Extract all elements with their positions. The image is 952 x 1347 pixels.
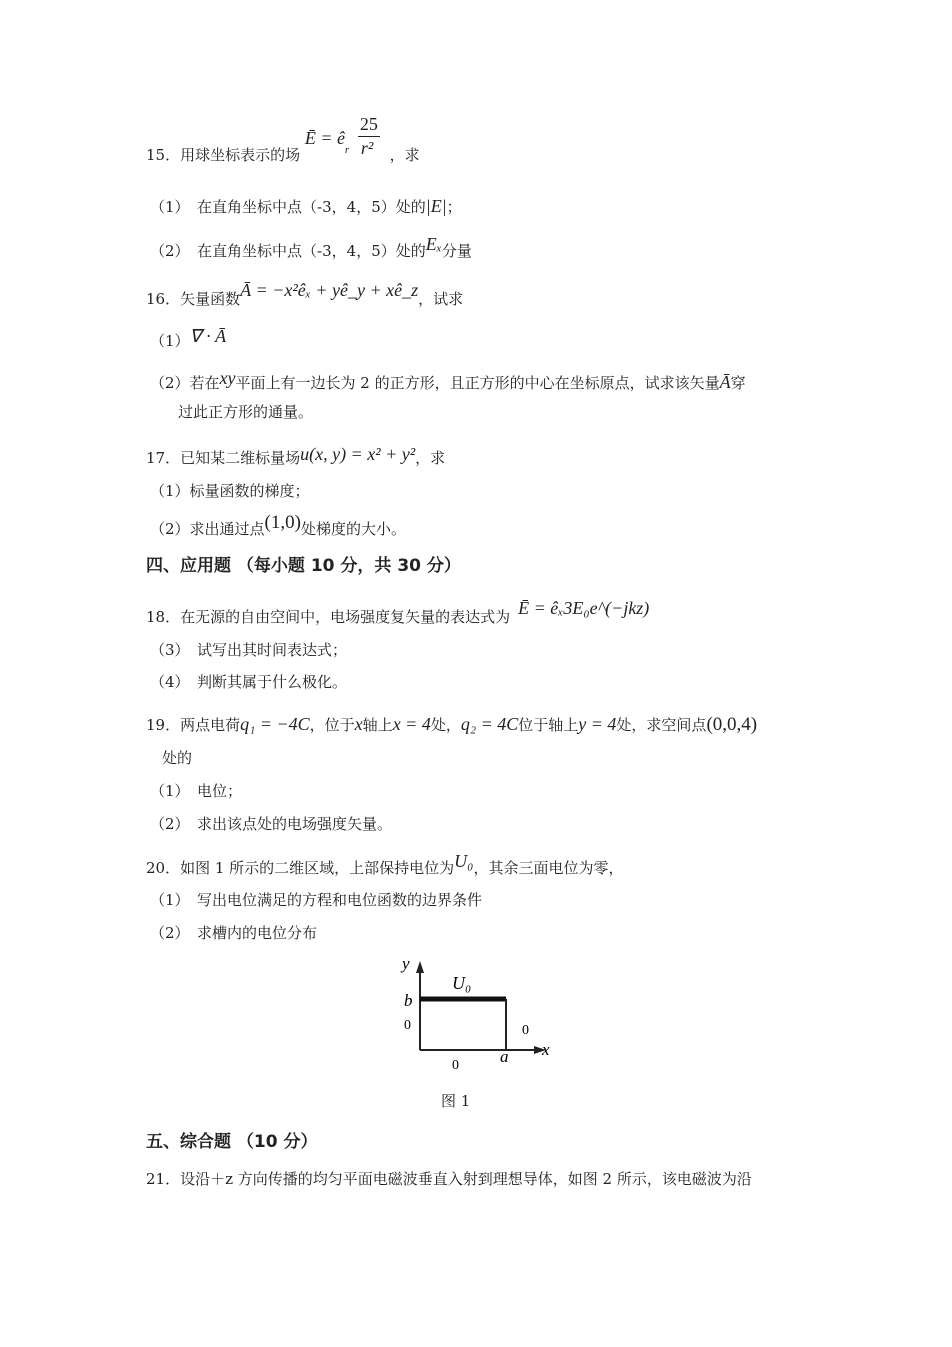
q17-p2 [150,512,406,539]
q21-line: 21．设沿＋z 方向传播的均匀平面电磁波垂直入射到理想导体，如图 2 所示，该电磁波为沿 [146,1170,752,1188]
fig-left-zero: 0 [404,1018,411,1033]
q15-p2 [150,234,472,261]
q19-q2: q₂ = 4C [460,714,519,734]
q19-x: x [354,714,363,734]
q19-point: (0,0,4) [706,714,758,735]
q19-f: 处，求空间点 [616,716,707,734]
q16-p2-cont: 过此正方形的通量。 [178,403,314,421]
q16-p1-label: （1） [150,332,190,350]
q16-p2-A: Ā [719,372,731,392]
q16-p2-c: 穿 [730,374,746,392]
q18-line [146,598,650,627]
q18-p3: （3） 试写出其时间表达式； [150,641,348,659]
y-axis-arrow-icon [416,961,424,973]
q15-p1-text: （1） 在直角坐标中点（-3，4，5）处的 [150,198,426,216]
q15-intro: 15．用球坐标表示的场 [146,146,301,164]
q19-y4: y = 4 [578,714,617,734]
q17-formula: u(x, y) = x² + y² [300,444,416,464]
q15-p1-formula: |E| [425,196,447,216]
q20-intro: 20．如图 1 所示的二维区域，上部保持电位为 [146,859,455,877]
q20-tail: ，其余三面电位为零， [473,859,624,877]
q16-tail: ，试求 [418,290,464,308]
q19-a: 19．两点电荷 [146,716,241,734]
figure-1-caption: 图 1 [441,1092,471,1110]
q17-p2-b: 处梯度的大小。 [300,520,406,538]
q15-formula-num: 25 [359,114,378,134]
q15-fraction-bar [358,136,380,137]
q19-p2: （2） 求出该点处的电场强度矢量。 [150,815,393,833]
q17-intro: 17．已知某二维标量场 [146,449,301,467]
q16-line [146,280,464,309]
fig-y-label: y [402,955,410,973]
q16-formula: Ā = −x²êₓ + yê_y + xê_z [240,280,419,300]
q20-formula: U₀ [454,851,474,871]
q19-q1: q₁ = −4C [240,714,310,734]
q15-formula-lhs: Ē = ê [304,128,346,148]
q16-p2-a: （2）若在 [150,374,220,392]
q17-tail: ，求 [415,449,446,467]
q20-p1: （1） 写出电位满足的方程和电位函数的边界条件 [150,891,483,909]
q19-x4: x = 4 [392,714,431,734]
section-5-heading: 五、综合题 （10 分） [146,1132,318,1152]
q16-intro: 16．矢量函数 [146,290,241,308]
q19-line [146,714,757,735]
q15-formula [304,114,385,160]
q17-p2-a: （2）求出通过点 [150,520,265,538]
fig-a-label: a [500,1047,509,1066]
q15-p2-text: （2） 在直角坐标中点（-3，4，5）处的 [150,242,426,260]
q18-intro: 18．在无源的自由空间中，电场强度复矢量的表达式为 [146,608,511,626]
q19-e: 位于轴上 [518,716,579,734]
q19-p1: （1） 电位； [150,782,243,800]
q15-formula-sub: r [344,144,350,156]
fig-x-label: x [542,1040,550,1059]
q20-line [146,851,624,878]
q19-cont: 处的 [162,749,193,767]
q16-p2-b: 平面上有一边长为 2 的正方形，且正方形的中心在坐标原点，试求该矢量 [235,374,720,392]
q15-p1 [150,196,462,217]
q16-p1 [150,326,227,351]
q16-p2-xy: xy [219,368,236,388]
q20-p2: （2） 求槽内的电位分布 [150,924,318,942]
fig-bottom-zero: 0 [452,1058,459,1073]
q15-tail: ，求 [389,146,420,164]
fig-right-zero: 0 [522,1023,529,1038]
q15-p2-tail: 分量 [441,242,472,260]
section-4-heading: 四、应用题 （每小题 10 分，共 30 分） [146,556,461,576]
q19-c: 轴上 [362,716,393,734]
q16-p1-formula: ∇ · Ā [189,326,227,346]
q17-p2-formula: (1,0) [264,512,301,533]
fig-b-label: b [404,991,413,1010]
q17-p1: （1）标量函数的梯度； [150,482,310,500]
q19-b: ，位于 [309,716,355,734]
q18-formula: Ē = êₓ3E₀e^(−jkz) [518,598,650,618]
q16-p2 [150,368,746,393]
q19-d: 处， [430,716,461,734]
q17-line [146,444,446,468]
q15-line [146,114,420,165]
q18-p4: （4） 判断其属于什么极化。 [150,673,348,691]
figure-1 [390,955,570,1075]
fig-u0-label: U₀ [452,973,472,993]
q15-p1-tail: ； [446,198,462,216]
q15-formula-den: r² [360,138,374,158]
q15-p2-formula: Eₓ [425,234,442,254]
